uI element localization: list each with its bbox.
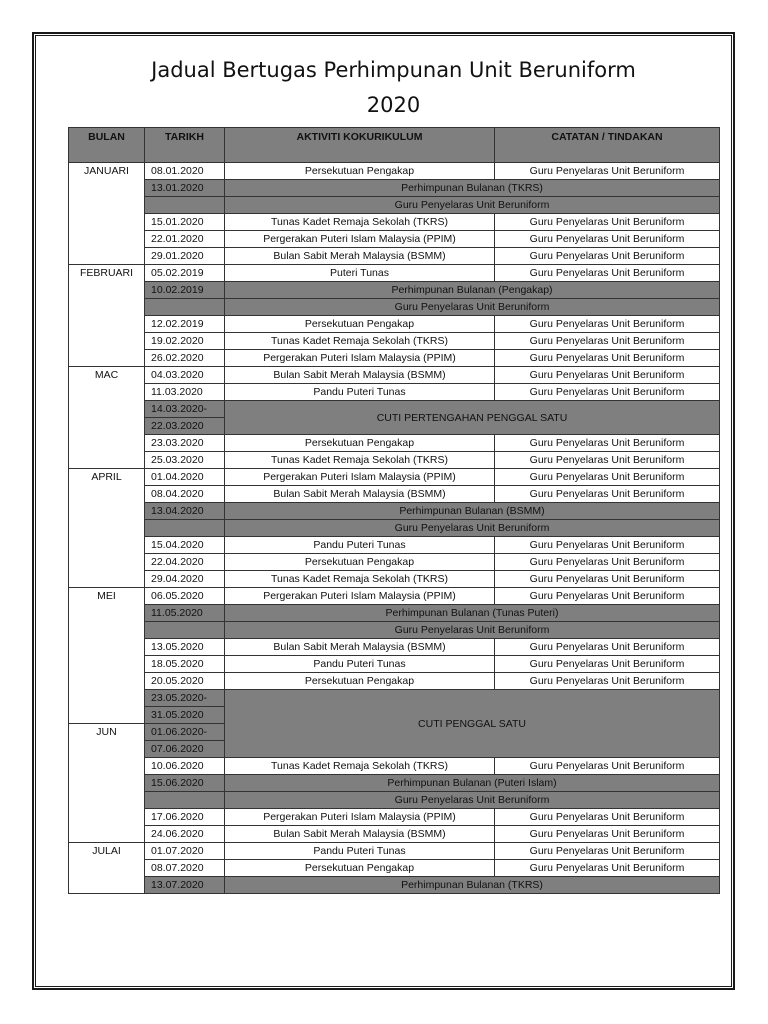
activity-cell: Pergerakan Puteri Islam Malaysia (PPIM) bbox=[225, 231, 495, 248]
date-cell: 08.07.2020 bbox=[145, 860, 225, 877]
date-cell: 05.02.2019 bbox=[145, 265, 225, 282]
date-cell: 31.05.2020 bbox=[145, 707, 225, 724]
month-cell: JULAI bbox=[69, 843, 145, 894]
date-cell: 08.01.2020 bbox=[145, 163, 225, 180]
date-cell: 10.06.2020 bbox=[145, 758, 225, 775]
date-cell: 17.06.2020 bbox=[145, 809, 225, 826]
date-cell bbox=[145, 197, 225, 214]
note-cell: Guru Penyelaras Unit Beruniform bbox=[495, 435, 720, 452]
note-cell: Guru Penyelaras Unit Beruniform bbox=[495, 316, 720, 333]
activity-cell: Persekutuan Pengakap bbox=[225, 316, 495, 333]
header-catatan: CATATAN / TINDAKAN bbox=[495, 128, 720, 163]
activity-cell: Persekutuan Pengakap bbox=[225, 163, 495, 180]
activity-cell: Pergerakan Puteri Islam Malaysia (PPIM) bbox=[225, 809, 495, 826]
activity-cell: Persekutuan Pengakap bbox=[225, 673, 495, 690]
activity-cell: Pandu Puteri Tunas bbox=[225, 537, 495, 554]
table-row bbox=[69, 690, 720, 707]
date-cell: 23.03.2020 bbox=[145, 435, 225, 452]
note-cell: Guru Penyelaras Unit Beruniform bbox=[495, 656, 720, 673]
activity-cell: Bulan Sabit Merah Malaysia (BSMM) bbox=[225, 826, 495, 843]
month-cell: APRIL bbox=[69, 469, 145, 588]
table-row bbox=[69, 503, 720, 520]
note-cell: Guru Penyelaras Unit Beruniform bbox=[495, 758, 720, 775]
table-row bbox=[69, 520, 720, 537]
date-cell: 22.01.2020 bbox=[145, 231, 225, 248]
table-row bbox=[69, 860, 720, 877]
month-cell: MAC bbox=[69, 367, 145, 469]
table-row bbox=[69, 350, 720, 367]
table-row bbox=[69, 792, 720, 809]
document-title: Jadual Bertugas Perhimpunan Unit Beruniform bbox=[151, 58, 636, 82]
duty-schedule-table bbox=[68, 127, 720, 894]
activity-cell: Persekutuan Pengakap bbox=[225, 435, 495, 452]
assembly-note-cell: Perhimpunan Bulanan (Pengakap) bbox=[225, 282, 720, 299]
month-cell: MEI bbox=[69, 588, 145, 724]
note-cell: Guru Penyelaras Unit Beruniform bbox=[495, 809, 720, 826]
table-row bbox=[69, 214, 720, 231]
date-cell: 13.01.2020 bbox=[145, 180, 225, 197]
activity-cell: Bulan Sabit Merah Malaysia (BSMM) bbox=[225, 367, 495, 384]
note-cell: Guru Penyelaras Unit Beruniform bbox=[495, 639, 720, 656]
table-row bbox=[69, 826, 720, 843]
date-cell: 13.04.2020 bbox=[145, 503, 225, 520]
activity-cell: Pergerakan Puteri Islam Malaysia (PPIM) bbox=[225, 588, 495, 605]
date-cell: 22.03.2020 bbox=[145, 418, 225, 435]
table-row bbox=[69, 180, 720, 197]
table-row bbox=[69, 809, 720, 826]
activity-cell: Bulan Sabit Merah Malaysia (BSMM) bbox=[225, 248, 495, 265]
table-row bbox=[69, 554, 720, 571]
table-row bbox=[69, 316, 720, 333]
table-row bbox=[69, 588, 720, 605]
note-cell: Guru Penyelaras Unit Beruniform bbox=[495, 469, 720, 486]
table-row bbox=[69, 843, 720, 860]
note-cell: Guru Penyelaras Unit Beruniform bbox=[495, 843, 720, 860]
date-cell: 13.05.2020 bbox=[145, 639, 225, 656]
assembly-note-cell: Guru Penyelaras Unit Beruniform bbox=[225, 792, 720, 809]
header-aktiviti: AKTIVITI KOKURIKULUM bbox=[225, 128, 495, 163]
assembly-note-cell: Guru Penyelaras Unit Beruniform bbox=[225, 299, 720, 316]
holiday-cell: CUTI PENGGAL SATU bbox=[225, 690, 720, 758]
date-cell: 24.06.2020 bbox=[145, 826, 225, 843]
date-cell: 08.04.2020 bbox=[145, 486, 225, 503]
activity-cell: Tunas Kadet Remaja Sekolah (TKRS) bbox=[225, 758, 495, 775]
table-row bbox=[69, 673, 720, 690]
date-cell: 19.02.2020 bbox=[145, 333, 225, 350]
note-cell: Guru Penyelaras Unit Beruniform bbox=[495, 673, 720, 690]
note-cell: Guru Penyelaras Unit Beruniform bbox=[495, 367, 720, 384]
date-cell: 11.05.2020 bbox=[145, 605, 225, 622]
note-cell: Guru Penyelaras Unit Beruniform bbox=[495, 214, 720, 231]
assembly-note-cell: Perhimpunan Bulanan (TKRS) bbox=[225, 877, 720, 894]
activity-cell: Persekutuan Pengakap bbox=[225, 554, 495, 571]
date-cell: 01.06.2020- bbox=[145, 724, 225, 741]
date-cell: 15.06.2020 bbox=[145, 775, 225, 792]
note-cell: Guru Penyelaras Unit Beruniform bbox=[495, 248, 720, 265]
table-row bbox=[69, 197, 720, 214]
note-cell: Guru Penyelaras Unit Beruniform bbox=[495, 486, 720, 503]
assembly-note-cell: Perhimpunan Bulanan (TKRS) bbox=[225, 180, 720, 197]
table-row bbox=[69, 537, 720, 554]
note-cell: Guru Penyelaras Unit Beruniform bbox=[495, 384, 720, 401]
activity-cell: Pergerakan Puteri Islam Malaysia (PPIM) bbox=[225, 469, 495, 486]
date-cell: 23.05.2020- bbox=[145, 690, 225, 707]
activity-cell: Tunas Kadet Remaja Sekolah (TKRS) bbox=[225, 333, 495, 350]
header-bulan: BULAN bbox=[69, 128, 145, 163]
activity-cell: Pandu Puteri Tunas bbox=[225, 656, 495, 673]
activity-cell: Pandu Puteri Tunas bbox=[225, 843, 495, 860]
document-year: 2020 bbox=[366, 93, 421, 117]
header-tarikh: TARIKH bbox=[145, 128, 225, 163]
table-row bbox=[69, 248, 720, 265]
table-row bbox=[69, 877, 720, 894]
note-cell: Guru Penyelaras Unit Beruniform bbox=[495, 231, 720, 248]
activity-cell: Tunas Kadet Remaja Sekolah (TKRS) bbox=[225, 214, 495, 231]
month-cell: JUN bbox=[69, 724, 145, 843]
date-cell: 29.04.2020 bbox=[145, 571, 225, 588]
date-cell: 04.03.2020 bbox=[145, 367, 225, 384]
note-cell: Guru Penyelaras Unit Beruniform bbox=[495, 571, 720, 588]
table-row bbox=[69, 775, 720, 792]
note-cell: Guru Penyelaras Unit Beruniform bbox=[495, 163, 720, 180]
table-row bbox=[69, 622, 720, 639]
table-row bbox=[69, 401, 720, 418]
date-cell: 06.05.2020 bbox=[145, 588, 225, 605]
date-cell bbox=[145, 622, 225, 639]
note-cell: Guru Penyelaras Unit Beruniform bbox=[495, 860, 720, 877]
date-cell: 11.03.2020 bbox=[145, 384, 225, 401]
month-cell: JANUARI bbox=[69, 163, 145, 265]
date-cell bbox=[145, 520, 225, 537]
month-cell: FEBRUARI bbox=[69, 265, 145, 367]
date-cell: 13.07.2020 bbox=[145, 877, 225, 894]
table-row bbox=[69, 656, 720, 673]
date-cell: 29.01.2020 bbox=[145, 248, 225, 265]
activity-cell: Bulan Sabit Merah Malaysia (BSMM) bbox=[225, 639, 495, 656]
activity-cell: Tunas Kadet Remaja Sekolah (TKRS) bbox=[225, 571, 495, 588]
note-cell: Guru Penyelaras Unit Beruniform bbox=[495, 554, 720, 571]
activity-cell: Persekutuan Pengakap bbox=[225, 860, 495, 877]
table-row bbox=[69, 367, 720, 384]
table-row bbox=[69, 384, 720, 401]
table-row bbox=[69, 299, 720, 316]
assembly-note-cell: Perhimpunan Bulanan (BSMM) bbox=[225, 503, 720, 520]
date-cell: 01.07.2020 bbox=[145, 843, 225, 860]
activity-cell: Pergerakan Puteri Islam Malaysia (PPIM) bbox=[225, 350, 495, 367]
table-body bbox=[69, 163, 720, 894]
date-cell: 20.05.2020 bbox=[145, 673, 225, 690]
activity-cell: Puteri Tunas bbox=[225, 265, 495, 282]
table-row bbox=[69, 435, 720, 452]
date-cell: 01.04.2020 bbox=[145, 469, 225, 486]
note-cell: Guru Penyelaras Unit Beruniform bbox=[495, 265, 720, 282]
note-cell: Guru Penyelaras Unit Beruniform bbox=[495, 537, 720, 554]
date-cell: 22.04.2020 bbox=[145, 554, 225, 571]
table-row bbox=[69, 231, 720, 248]
date-cell: 15.04.2020 bbox=[145, 537, 225, 554]
date-cell: 15.01.2020 bbox=[145, 214, 225, 231]
date-cell bbox=[145, 792, 225, 809]
date-cell: 25.03.2020 bbox=[145, 452, 225, 469]
table-row bbox=[69, 163, 720, 180]
table-row bbox=[69, 605, 720, 622]
table-row bbox=[69, 282, 720, 299]
assembly-note-cell: Guru Penyelaras Unit Beruniform bbox=[225, 197, 720, 214]
note-cell: Guru Penyelaras Unit Beruniform bbox=[495, 333, 720, 350]
date-cell: 26.02.2020 bbox=[145, 350, 225, 367]
date-cell: 18.05.2020 bbox=[145, 656, 225, 673]
table-row bbox=[69, 639, 720, 656]
holiday-cell: CUTI PERTENGAHAN PENGGAL SATU bbox=[225, 401, 720, 435]
assembly-note-cell: Guru Penyelaras Unit Beruniform bbox=[225, 520, 720, 537]
note-cell: Guru Penyelaras Unit Beruniform bbox=[495, 826, 720, 843]
date-cell: 07.06.2020 bbox=[145, 741, 225, 758]
assembly-note-cell: Perhimpunan Bulanan (Tunas Puteri) bbox=[225, 605, 720, 622]
activity-cell: Bulan Sabit Merah Malaysia (BSMM) bbox=[225, 486, 495, 503]
activity-cell: Tunas Kadet Remaja Sekolah (TKRS) bbox=[225, 452, 495, 469]
date-cell: 12.02.2019 bbox=[145, 316, 225, 333]
date-cell: 14.03.2020- bbox=[145, 401, 225, 418]
table-row bbox=[69, 333, 720, 350]
table-row bbox=[69, 469, 720, 486]
table-row bbox=[69, 486, 720, 503]
date-cell: 10.02.2019 bbox=[145, 282, 225, 299]
activity-cell: Pandu Puteri Tunas bbox=[225, 384, 495, 401]
note-cell: Guru Penyelaras Unit Beruniform bbox=[495, 588, 720, 605]
table-row bbox=[69, 758, 720, 775]
assembly-note-cell: Guru Penyelaras Unit Beruniform bbox=[225, 622, 720, 639]
table-row bbox=[69, 265, 720, 282]
note-cell: Guru Penyelaras Unit Beruniform bbox=[495, 350, 720, 367]
assembly-note-cell: Perhimpunan Bulanan (Puteri Islam) bbox=[225, 775, 720, 792]
note-cell: Guru Penyelaras Unit Beruniform bbox=[495, 452, 720, 469]
table-row bbox=[69, 452, 720, 469]
table-row bbox=[69, 571, 720, 588]
date-cell bbox=[145, 299, 225, 316]
table-header-row bbox=[69, 128, 720, 163]
